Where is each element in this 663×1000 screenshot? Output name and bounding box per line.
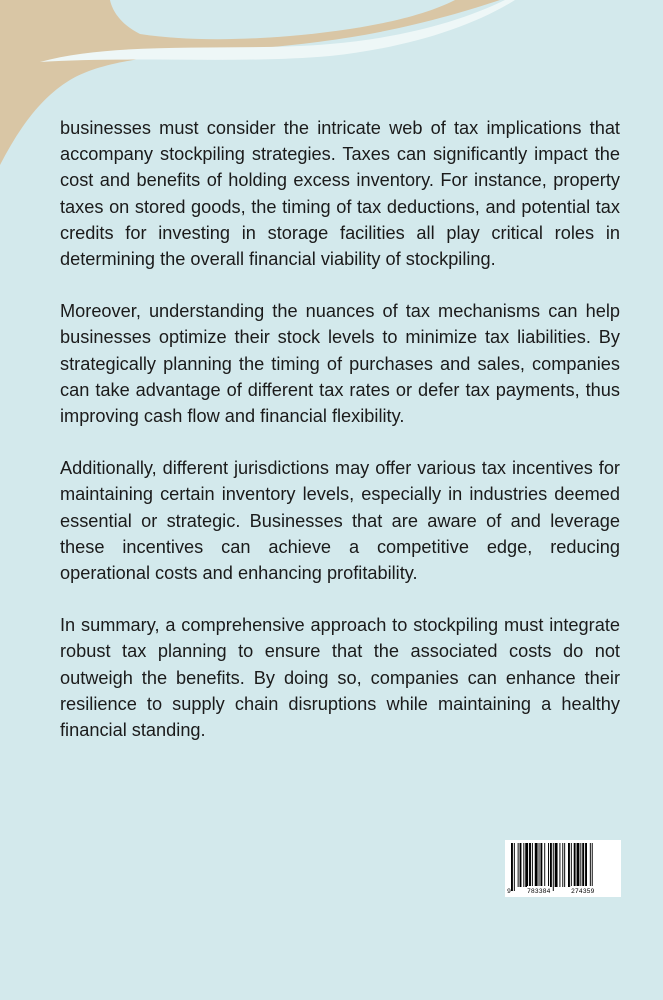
paragraph-3: Additionally, different jurisdictions may offer various tax incentives for maintaining certain inventory levels, especially in industries deemed essential or strategic. Businesses that are aware of and leverage these incentives can achieve a competitive edge, reducing operational costs and enhancing profitability. [60, 458, 620, 584]
barcode-bar [555, 843, 558, 887]
barcode-bar [571, 843, 572, 887]
barcode-bar [564, 843, 565, 887]
barcode-bar [590, 843, 591, 887]
barcode-lead-digit: 9 [507, 888, 511, 895]
barcode-bar [544, 843, 545, 887]
isbn-barcode [505, 840, 621, 897]
barcode-bar [532, 843, 533, 887]
barcode-left-digits: 783384 [527, 888, 551, 895]
paragraph-2: Moreover, understanding the nuances of tax mechanisms can help businesses optimize their stock levels to minimize tax liabilities. By strategically planning the timing of purchases and sales, companies can take advantage of different tax rates or defer tax payments, thus improving cash flow and financial flexibility. [60, 301, 620, 427]
barcode-bar [529, 843, 531, 887]
barcode-bar [539, 843, 540, 887]
barcode-bar [518, 843, 519, 887]
barcode-right-digits: 274359 [571, 888, 595, 895]
barcode-bar [559, 843, 560, 887]
barcode-bar [548, 843, 549, 887]
barcode-digits [505, 886, 621, 897]
barcode-bar [511, 843, 513, 891]
barcode-bar [585, 843, 587, 887]
barcode-bar [577, 843, 580, 887]
barcode-bar [592, 843, 593, 891]
barcode-bar [582, 843, 584, 887]
barcode-bar [535, 843, 538, 887]
barcode-bar [568, 843, 570, 887]
barcode-bar [514, 843, 515, 891]
back-cover-text [60, 115, 620, 743]
barcode-bar [520, 843, 522, 887]
barcode-bar [523, 843, 524, 887]
barcode-bar [580, 843, 581, 887]
barcode-bar [540, 843, 542, 887]
barcode-bar [574, 843, 576, 887]
barcode-bar [525, 843, 528, 887]
paragraph-4: In summary, a comprehensive approach to stockpiling must integrate robust tax planning to ensure that the associated costs do not outweigh the benefits. By doing so, companies can enhance their resilience to supply chain disruptions while maintaining a healthy financial standing. [60, 615, 620, 741]
barcode-bar [553, 843, 554, 891]
barcode-bar [550, 843, 552, 887]
barcode-bar [562, 843, 563, 887]
paragraph-1: businesses must consider the intricate web of tax implications that accompany stockpiling strategies. Taxes can significantly impact the cost and benefits of holding excess inventory. For instance, property taxes on stored goods, the timing of tax deductions, and potential tax credits for investing in storage facilities all play critical roles in determining the overall financial viability of stockpiling. [60, 118, 620, 270]
